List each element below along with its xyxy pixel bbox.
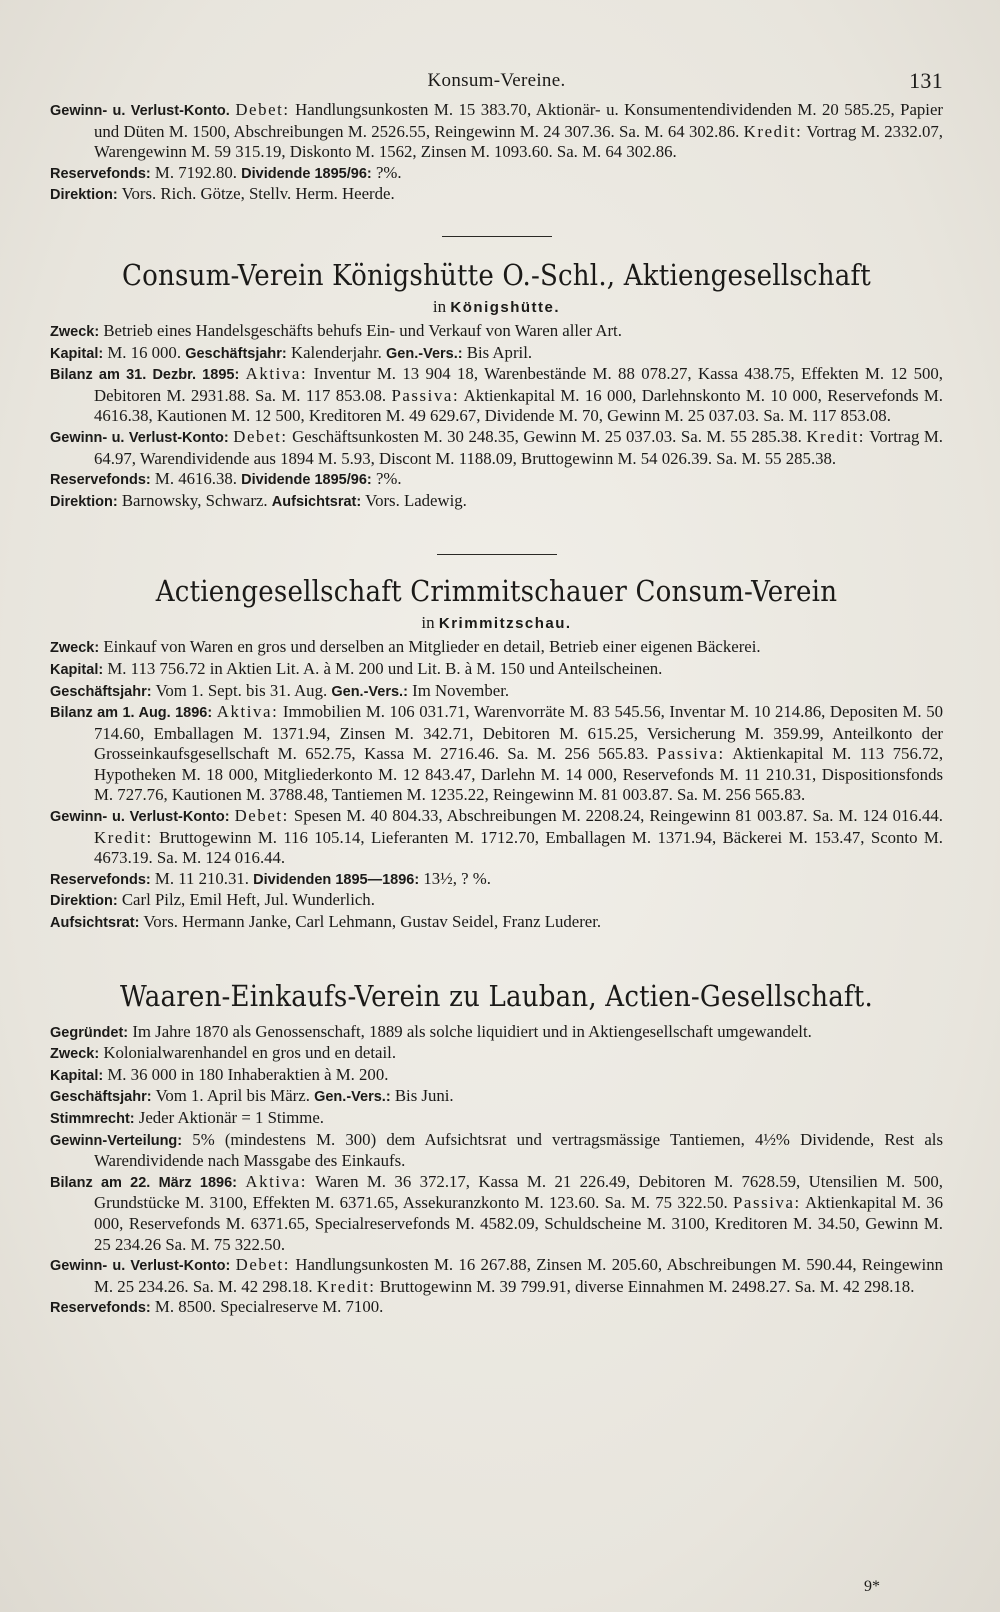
company-location: in Krimmitzschau. xyxy=(421,613,572,633)
entry-crimmitschau xyxy=(50,573,943,933)
entry-koenigshuette xyxy=(50,257,943,512)
zweck-entry: Zweck: Einkauf von Waren en gros und derselben an Mitglieder en detail, Betrieb einer eigenen Bäckerei. xyxy=(50,637,761,657)
gewinn-verlust-entry: Gewinn- u. Verlust-Konto: Debet: Handlungsunkosten M. 16 267.88, Zinsen M. 205.60, Abschreibungen M. 590.44, Reingewinn M. 25 234.26. Sa. M. 42 298.18. Kredit: Bruttogewinn M. 39 799.91, diverse Einnahmen M. 2498.27. Sa. M. 42 298.18. xyxy=(50,1255,943,1296)
direktion-entry: Direktion: Carl Pilz, Emil Heft, Jul. Wunderlich. xyxy=(50,890,375,910)
zweck-entry: Zweck: Kolonialwarenhandel en gros und en detail. xyxy=(50,1043,397,1063)
bilanz-entry: Bilanz am 1. Aug. 1896: Aktiva: Immobilien M. 106 031.71, Warenvorräte M. 83 545.56, Inventar M. 10 214.86, Depositen M. 50 714.60, Emballagen M. 1371.94, Zinsen M. 342.71, Debitoren M. 615.25, Versicherung M. 359.99, Anteilkonto der Grosseinkaufsgesellschaft M. 652.75, Kassa M. 2716.46. Sa. M. 256 565.83. Passiva: Aktienkapital M. 113 756.72, Hypotheken M. 18 000, Mitgliederkonto M. 12 843.47, Darlehn M. 14 000, Reservefonds M. 11 210.31, Dispositionsfonds M. 727.76, Kautionen M. 3788.48, Tantiemen M. 1235.22, Reingewinn M. 81 003.87. Sa. M. 256 565.83. xyxy=(50,702,944,805)
reservefonds-entry: Reservefonds: M. 7192.80. Dividende 1895/96: ?%. xyxy=(50,162,402,182)
gewinn-verlust-entry: Gewinn- u. Verlust-Konto: Debet: Geschäftsunkosten M. 30 248.35, Gewinn M. 25 037.03. Sa. M. 55 285.38. Kredit: Vortrag M. 64.97, Warendividende aus 1894 M. 5.93, Discont M. 1188.09, Bruttogewinn M. 54 026.39. Sa. M. 55 285.38. xyxy=(50,426,943,468)
company-title: Consum-Verein Königshütte O.-Schl., Aktiengesellschaft xyxy=(122,257,871,292)
kapital-entry: Kapital: M. 113 756.72 in Aktien Lit. A. à M. 200 und Lit. B. à M. 150 und Anteilscheinen. xyxy=(50,658,663,678)
running-header xyxy=(50,62,943,100)
entry-continuation xyxy=(50,100,943,206)
page-number: 131 xyxy=(909,68,943,93)
bilanz-entry: Bilanz am 31. Dezbr. 1895: Aktiva: Inventur M. 13 904 18, Warenbestände M. 88 078.27, Kassa 438.75, Effekten M. 12 500, Debitoren M. 2931.88. Sa. M. 117 853.08. Passiva: Aktienkapital M. 16 000, Darlehnskonto M. 10 000, Reservefonds M. 4616.38, Kautionen M. 12 500, Kreditoren M. 49 629.67, Dividende M. 70, Gewinn M. 25 037.03. Sa. M. 117 853.08. xyxy=(50,364,944,426)
company-title: Actiengesellschaft Crimmitschauer Consum-Verein xyxy=(155,574,838,609)
kapital-entry: Kapital: M. 36 000 in 180 Inhaberaktien à M. 200. xyxy=(50,1064,389,1084)
section-divider xyxy=(437,554,557,555)
entry-lauban xyxy=(50,978,943,1319)
kapital-entry: Kapital: M. 16 000. Geschäftsjahr: Kalenderjahr. Gen.-Vers.: Bis April. xyxy=(50,342,533,362)
company-title: Waaren-Einkaufs-Verein zu Lauban, Actien-Gesellschaft. xyxy=(120,978,873,1013)
zweck-entry: Zweck: Betrieb eines Handelsgeschäfts behufs Ein- und Verkauf von Waren aller Art. xyxy=(50,320,622,340)
reservefonds-entry: Reservefonds: M. 11 210.31. Dividenden 1895—1896: 13½, ? %. xyxy=(50,868,491,888)
section-divider xyxy=(442,236,552,237)
stimmrecht-entry: Stimmrecht: Jeder Aktionär = 1 Stimme. xyxy=(50,1108,324,1127)
reservefonds-entry: Reservefonds: M. 4616.38. Dividende 1895/96: ?%. xyxy=(50,469,402,489)
gewinn-verlust-entry: Gewinn- u. Verlust-Konto. Debet: Handlungsunkosten M. 15 383.70, Aktionär- u. Konsumentendividenden M. 20 585.25, Papier und Düten M. 1500, Abschreibungen M. 2526.55, Reingewinn M. 24 307.36. Sa. M. 64 302.86. Kredit: Vortrag M. 2332.07, Warengewinn M. 59 315.19, Diskonto M. 1562, Zinsen M. 1093.60. Sa. M. 64 302.86. xyxy=(50,100,944,162)
gewinn-verteilung-entry: Gewinn-Verteilung: 5% (mindestens M. 300) dem Aufsichtsrat und vertragsmässige Tantiemen, 4½% Dividende, Rest als Warendividende nach Massgabe des Einkaufs. xyxy=(50,1129,943,1171)
printer-signature: 9* xyxy=(864,1578,880,1595)
bilanz-entry: Bilanz am 22. März 1896: Aktiva: Waren M. 36 372.17, Kassa M. 21 226.49, Debitoren M. 7628.59, Utensilien M. 500, Grundstücke M. 3100, Effekten M. 6371.65, Assekuranzkonto M. 123.60. Sa. M. 75 322.50. Passiva: Aktienkapital M. 36 000, Reservefonds M. 6371.65, Specialreservefonds M. 4582.09, Schuldscheine M. 3100, Kreditoren M. 34.50, Gewinn M. 25 234.26 Sa. M. 75 322.50. xyxy=(50,1171,943,1254)
section-gap xyxy=(50,934,943,978)
geschaeftsjahr-entry: Geschäftsjahr: Vom 1. April bis März. Gen.-Vers.: Bis Juni. xyxy=(50,1086,454,1106)
direktion-entry: Direktion: Vors. Rich. Götze, Stellv. Herm. Heerde. xyxy=(50,184,395,204)
running-title: Konsum-Vereine. xyxy=(427,70,566,91)
page-content xyxy=(50,0,943,1319)
geschaeftsjahr-entry: Geschäftsjahr: Vom 1. Sept. bis 31. Aug. Gen.-Vers.: Im November. xyxy=(50,680,510,700)
gewinn-verlust-entry: Gewinn- u. Verlust-Konto: Debet: Spesen M. 40 804.33, Abschreibungen M. 2208.24, Reingewinn 81 003.87. Sa. M. 124 016.44. Kredit: Bruttogewinn M. 116 105.14, Lieferanten M. 1712.70, Emballagen M. 1371.94, Bäckerei M. 153.47, Sconto M. 4673.19. Sa. M. 124 016.44. xyxy=(50,806,943,868)
gegruendet-entry: Gegründet: Im Jahre 1870 als Genossenschaft, 1889 als solche liquidiert und in Aktiengesellschaft umgewandelt. xyxy=(50,1021,812,1041)
aufsichtsrat-entry: Aufsichtsrat: Vors. Hermann Janke, Carl Lehmann, Gustav Seidel, Franz Luderer. xyxy=(50,912,602,932)
direktion-entry: Direktion: Barnowsky, Schwarz. Aufsichtsrat: Vors. Ladewig. xyxy=(50,490,467,510)
company-location: in Königshütte. xyxy=(432,296,561,316)
reservefonds-entry: Reservefonds: M. 8500. Specialreserve M. 7100. xyxy=(50,1297,384,1317)
